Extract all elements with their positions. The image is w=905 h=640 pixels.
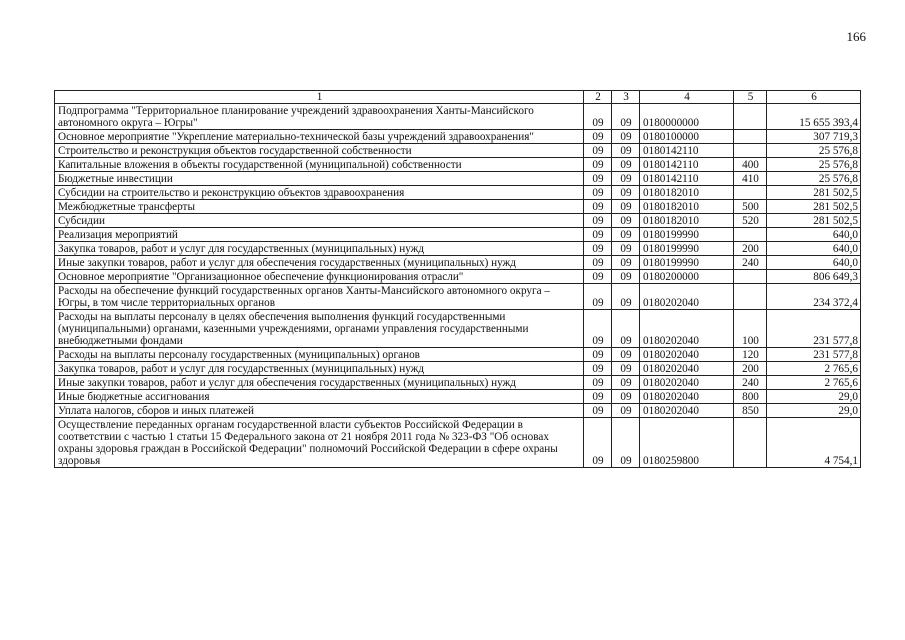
cell-section: 09 (584, 418, 612, 468)
table-row (55, 256, 861, 270)
cell-name: Подпрограмма "Территориальное планирование учреждений здравоохранения Ханты-Мансийского автономного округа – Югры" (55, 104, 584, 130)
cell-amount: 29,0 (767, 390, 861, 404)
cell-amount: 307 719,3 (767, 130, 861, 144)
table-row (55, 130, 861, 144)
cell-name: Иные закупки товаров, работ и услуг для обеспечения государственных (муниципальных) нужд (55, 256, 584, 270)
cell-expense-type: 500 (734, 200, 767, 214)
cell-subsection: 09 (612, 172, 640, 186)
header-col-6: 6 (767, 91, 861, 104)
table-row (55, 418, 861, 468)
cell-target-code: 0180200000 (640, 270, 734, 284)
table-row (55, 172, 861, 186)
cell-expense-type: 240 (734, 376, 767, 390)
cell-amount: 281 502,5 (767, 214, 861, 228)
cell-name: Основное мероприятие "Организационное обеспечение функционирования отрасли" (55, 270, 584, 284)
cell-name: Расходы на выплаты персоналу государственных (муниципальных) органов (55, 348, 584, 362)
cell-target-code: 0180199990 (640, 242, 734, 256)
cell-target-code: 0180199990 (640, 228, 734, 242)
header-col-5: 5 (734, 91, 767, 104)
cell-subsection: 09 (612, 310, 640, 348)
cell-expense-type (734, 186, 767, 200)
cell-section: 09 (584, 104, 612, 130)
cell-section: 09 (584, 348, 612, 362)
cell-section: 09 (584, 144, 612, 158)
cell-section: 09 (584, 362, 612, 376)
table-row (55, 404, 861, 418)
cell-subsection: 09 (612, 242, 640, 256)
cell-amount: 4 754,1 (767, 418, 861, 468)
cell-section: 09 (584, 270, 612, 284)
cell-subsection: 09 (612, 376, 640, 390)
table-header-row (55, 91, 861, 104)
cell-target-code: 0180202040 (640, 310, 734, 348)
cell-name: Иные бюджетные ассигнования (55, 390, 584, 404)
cell-expense-type: 120 (734, 348, 767, 362)
cell-expense-type: 520 (734, 214, 767, 228)
cell-name: Субсидии на строительство и реконструкцию объектов здравоохранения (55, 186, 584, 200)
cell-subsection: 09 (612, 228, 640, 242)
header-col-3: 3 (612, 91, 640, 104)
cell-target-code: 0180000000 (640, 104, 734, 130)
cell-subsection: 09 (612, 284, 640, 310)
cell-target-code: 0180202040 (640, 362, 734, 376)
cell-target-code: 0180142110 (640, 172, 734, 186)
cell-name: Межбюджетные трансферты (55, 200, 584, 214)
cell-expense-type (734, 104, 767, 130)
cell-name: Расходы на обеспечение функций государственных органов Ханты-Мансийского автономного округа – Югры, в том числе территориальных органов (55, 284, 584, 310)
cell-target-code: 0180199990 (640, 256, 734, 270)
table-row (55, 310, 861, 348)
cell-name: Основное мероприятие "Укрепление материально-технической базы учреждений здравоохранения" (55, 130, 584, 144)
cell-expense-type: 400 (734, 158, 767, 172)
cell-amount: 640,0 (767, 242, 861, 256)
cell-expense-type (734, 144, 767, 158)
cell-expense-type (734, 270, 767, 284)
cell-section: 09 (584, 172, 612, 186)
cell-subsection: 09 (612, 214, 640, 228)
cell-target-code: 0180202040 (640, 404, 734, 418)
cell-expense-type (734, 418, 767, 468)
header-col-4: 4 (640, 91, 734, 104)
table-row (55, 348, 861, 362)
cell-name: Строительство и реконструкция объектов государственной собственности (55, 144, 584, 158)
cell-target-code: 0180202040 (640, 390, 734, 404)
table-row (55, 158, 861, 172)
cell-amount: 2 765,6 (767, 362, 861, 376)
cell-amount: 281 502,5 (767, 186, 861, 200)
cell-section: 09 (584, 242, 612, 256)
cell-name: Осуществление переданных органам государственной власти субъектов Российской Федерации в соответствии с частью 1 статьи 15 Федерального закона от 21 ноября 2011 года № 323-ФЗ "Об основах охраны здоровья граждан в Российской Федерации" полномочий Российской Федерации в сфере охраны здоровья (55, 418, 584, 468)
page-number: 166 (846, 29, 866, 44)
cell-amount: 640,0 (767, 228, 861, 242)
cell-target-code: 0180182010 (640, 186, 734, 200)
cell-expense-type (734, 228, 767, 242)
cell-name: Закупка товаров, работ и услуг для государственных (муниципальных) нужд (55, 362, 584, 376)
cell-section: 09 (584, 186, 612, 200)
cell-target-code: 0180259800 (640, 418, 734, 468)
cell-amount: 15 655 393,4 (767, 104, 861, 130)
cell-name: Бюджетные инвестиции (55, 172, 584, 186)
cell-expense-type: 410 (734, 172, 767, 186)
cell-name: Реализация мероприятий (55, 228, 584, 242)
cell-subsection: 09 (612, 186, 640, 200)
cell-expense-type: 240 (734, 256, 767, 270)
cell-amount: 25 576,8 (767, 144, 861, 158)
cell-amount: 231 577,8 (767, 348, 861, 362)
cell-section: 09 (584, 284, 612, 310)
cell-target-code: 0180202040 (640, 376, 734, 390)
cell-target-code: 0180142110 (640, 158, 734, 172)
table-row (55, 186, 861, 200)
cell-target-code: 0180182010 (640, 214, 734, 228)
cell-target-code: 0180202040 (640, 348, 734, 362)
cell-subsection: 09 (612, 362, 640, 376)
cell-expense-type (734, 284, 767, 310)
cell-name: Капитальные вложения в объекты государственной (муниципальной) собственности (55, 158, 584, 172)
table-row (55, 214, 861, 228)
cell-amount: 640,0 (767, 256, 861, 270)
cell-name: Иные закупки товаров, работ и услуг для обеспечения государственных (муниципальных) нужд (55, 376, 584, 390)
cell-amount: 2 765,6 (767, 376, 861, 390)
table-row (55, 376, 861, 390)
cell-section: 09 (584, 404, 612, 418)
cell-subsection: 09 (612, 158, 640, 172)
cell-target-code: 0180202040 (640, 284, 734, 310)
cell-section: 09 (584, 214, 612, 228)
cell-subsection: 09 (612, 390, 640, 404)
cell-section: 09 (584, 130, 612, 144)
cell-subsection: 09 (612, 104, 640, 130)
cell-target-code: 0180142110 (640, 144, 734, 158)
cell-subsection: 09 (612, 418, 640, 468)
cell-amount: 25 576,8 (767, 172, 861, 186)
cell-section: 09 (584, 390, 612, 404)
cell-section: 09 (584, 158, 612, 172)
table-row (55, 200, 861, 214)
cell-amount: 231 577,8 (767, 310, 861, 348)
cell-expense-type: 850 (734, 404, 767, 418)
cell-name: Расходы на выплаты персоналу в целях обеспечения выполнения функций государственными (муниципальными) органами, казенными учреждениями, органами управления государственными внебюджетными фондами (55, 310, 584, 348)
table-row (55, 362, 861, 376)
cell-subsection: 09 (612, 270, 640, 284)
cell-expense-type (734, 130, 767, 144)
cell-target-code: 0180100000 (640, 130, 734, 144)
cell-name: Закупка товаров, работ и услуг для государственных (муниципальных) нужд (55, 242, 584, 256)
cell-expense-type: 200 (734, 362, 767, 376)
cell-section: 09 (584, 228, 612, 242)
cell-amount: 806 649,3 (767, 270, 861, 284)
table-row (55, 144, 861, 158)
table-row (55, 242, 861, 256)
header-col-2: 2 (584, 91, 612, 104)
cell-subsection: 09 (612, 130, 640, 144)
cell-amount: 29,0 (767, 404, 861, 418)
cell-section: 09 (584, 376, 612, 390)
cell-expense-type: 800 (734, 390, 767, 404)
cell-subsection: 09 (612, 348, 640, 362)
cell-name: Субсидии (55, 214, 584, 228)
cell-subsection: 09 (612, 256, 640, 270)
table-row (55, 284, 861, 310)
cell-amount: 234 372,4 (767, 284, 861, 310)
table-row (55, 390, 861, 404)
cell-subsection: 09 (612, 200, 640, 214)
table-row (55, 270, 861, 284)
cell-target-code: 0180182010 (640, 200, 734, 214)
cell-amount: 281 502,5 (767, 200, 861, 214)
header-col-1: 1 (55, 91, 584, 104)
cell-section: 09 (584, 200, 612, 214)
table-body (55, 104, 861, 468)
cell-amount: 25 576,8 (767, 158, 861, 172)
table-row (55, 104, 861, 130)
cell-section: 09 (584, 256, 612, 270)
table-row (55, 228, 861, 242)
cell-subsection: 09 (612, 144, 640, 158)
cell-expense-type: 100 (734, 310, 767, 348)
budget-table (54, 90, 861, 468)
cell-section: 09 (584, 310, 612, 348)
cell-name: Уплата налогов, сборов и иных платежей (55, 404, 584, 418)
cell-subsection: 09 (612, 404, 640, 418)
cell-expense-type: 200 (734, 242, 767, 256)
